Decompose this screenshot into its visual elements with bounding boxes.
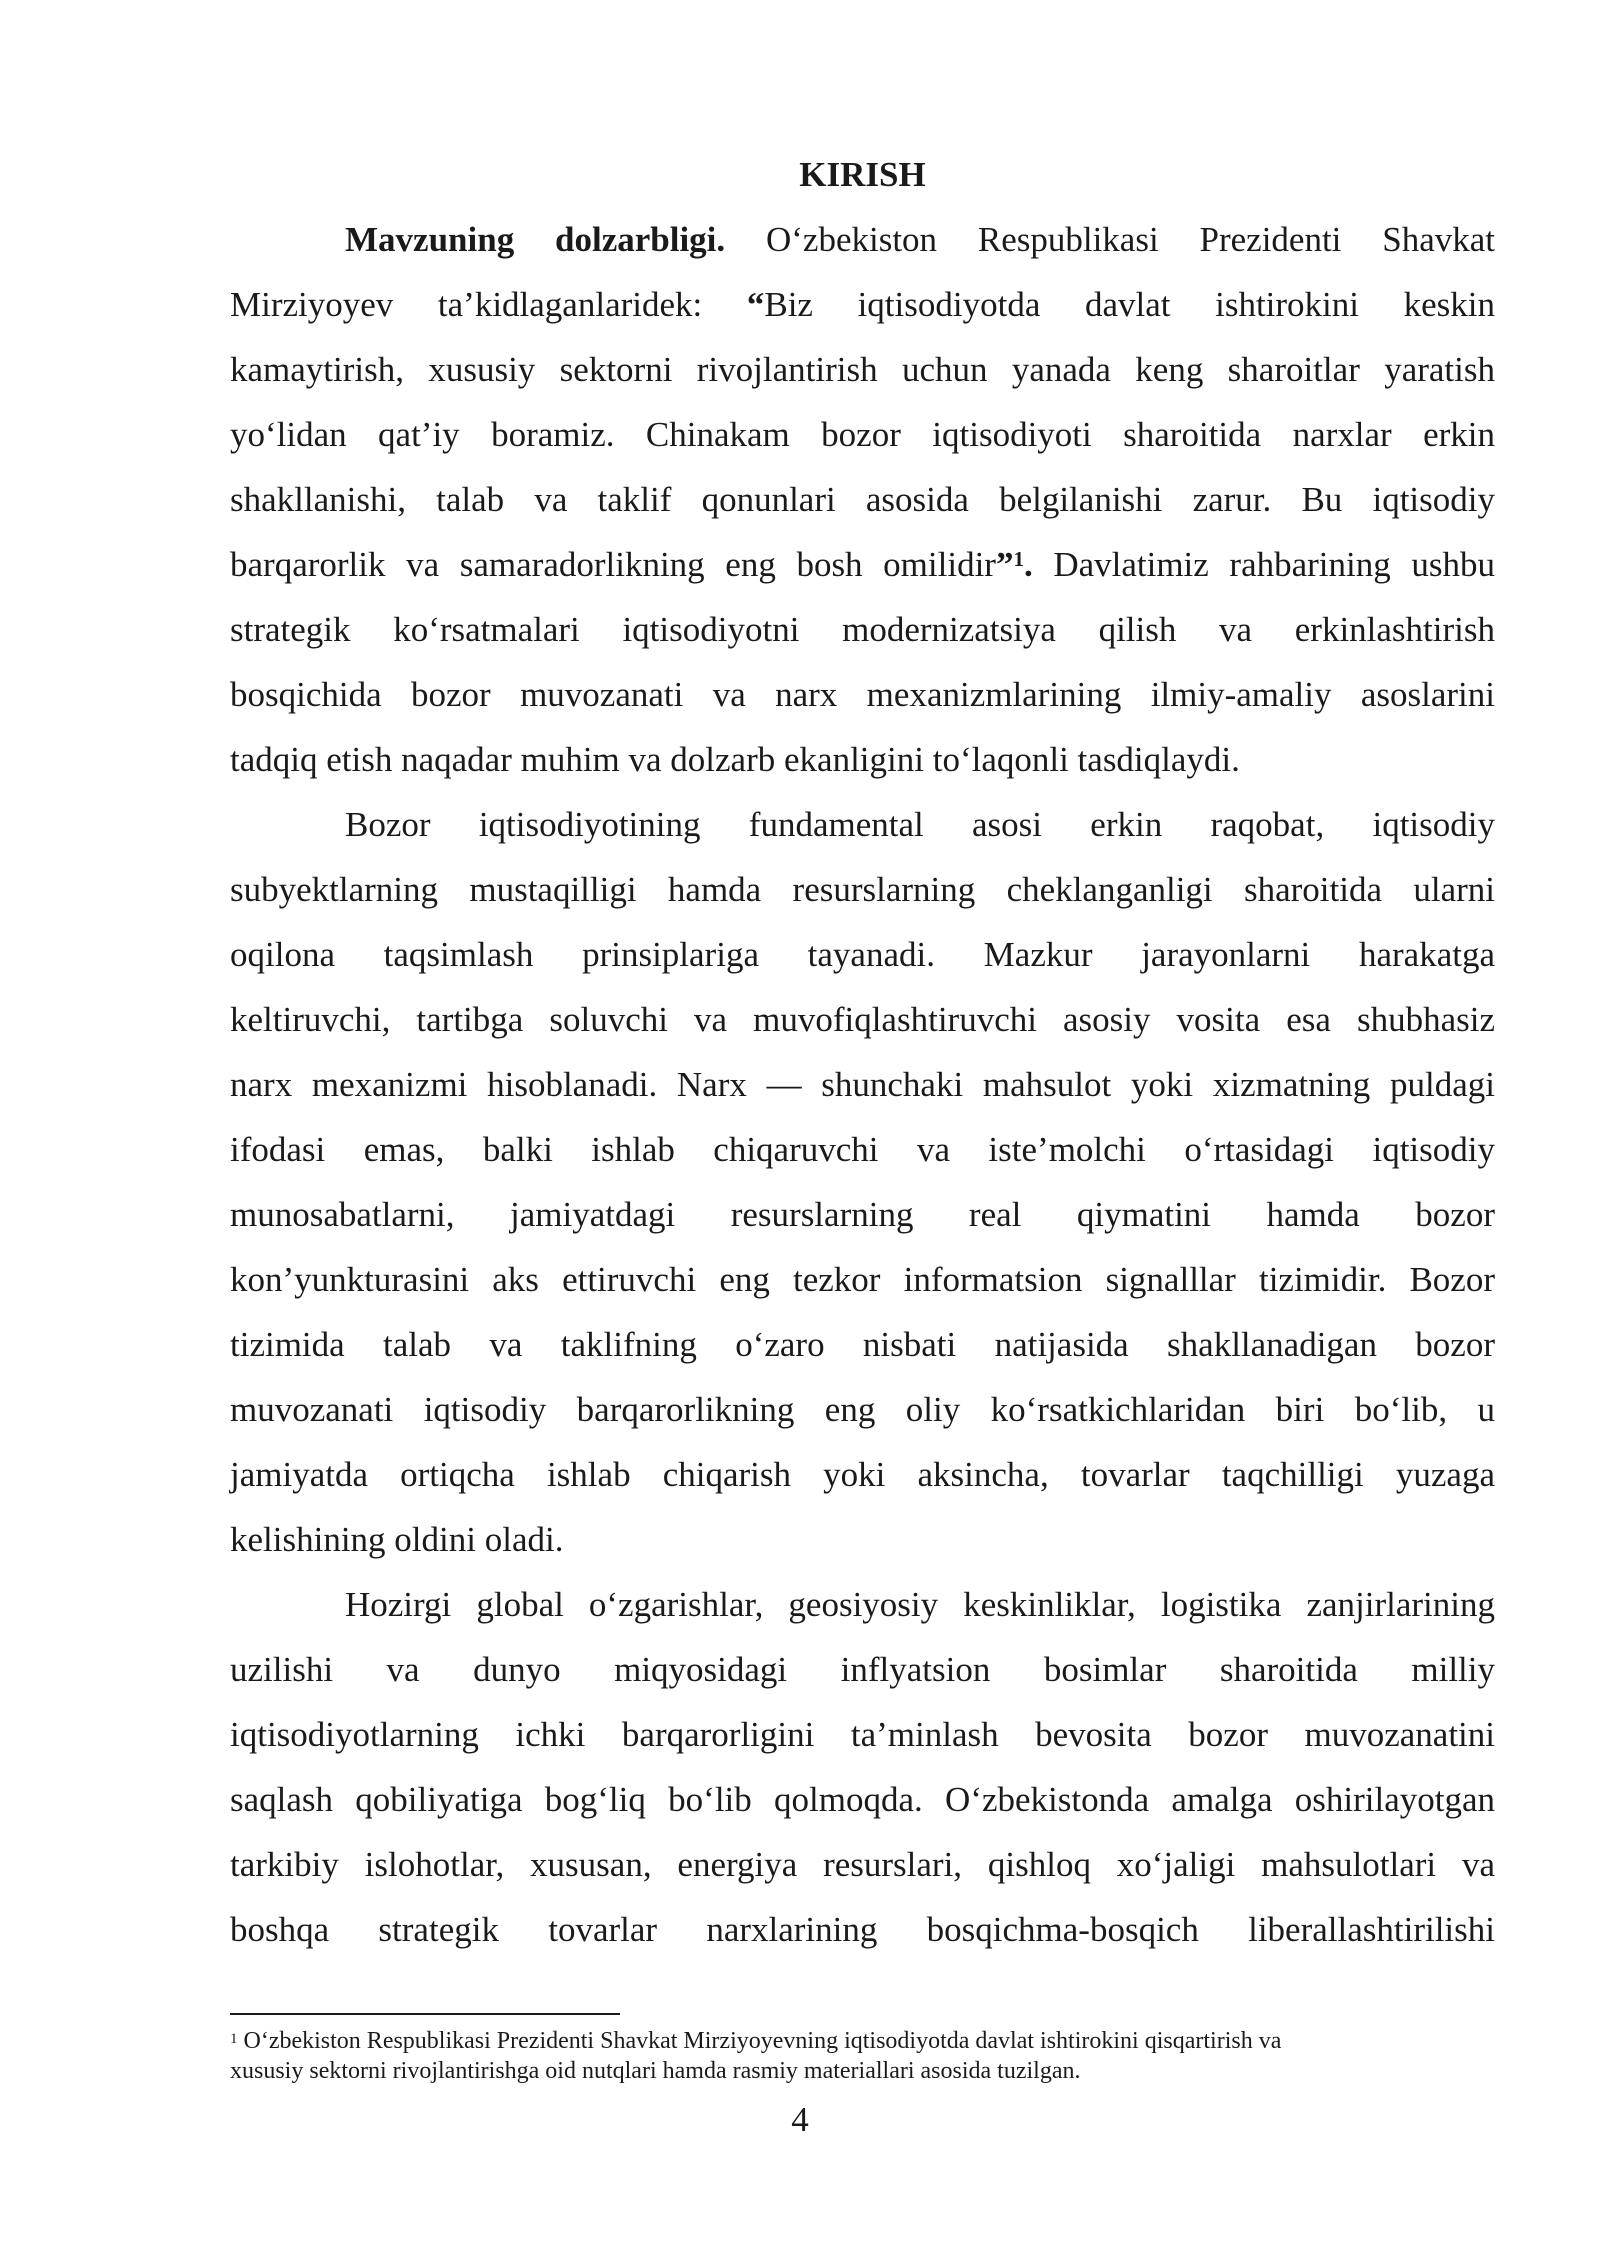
paragraph-2-line-11: jamiyatda ortiqcha ishlab chiqarish yoki aksincha, tovarlar taqchilligi yuzaga bbox=[230, 1455, 1495, 1494]
paragraph-2-line-12: kelishining oldini oladi. bbox=[230, 1520, 564, 1559]
paragraph-1-line-8: bosqichida bozor muvozanati va narx mexanizmlarining ilmiy-amaliy asoslarini bbox=[230, 675, 1495, 714]
paragraph-3-line-1: Hozirgi global o‘zgarishlar, geosiyosiy keskinliklar, logistika zanjirlarining bbox=[345, 1585, 1495, 1624]
section-title: KIRISH bbox=[799, 155, 926, 194]
paragraph-2-line-4: keltiruvchi, tartibga soluvchi va muvofiqlashtiruvchi asosiy vosita esa shubhasiz bbox=[230, 1000, 1495, 1039]
paragraph-2-line-10: muvozanati iqtisodiy barqarorlikning eng oliy ko‘rsatkichlaridan biri bo‘lib, u bbox=[230, 1390, 1495, 1429]
lead-heading: Mavzuning dolzarbligi. bbox=[345, 220, 726, 259]
footnote-line-2: xususiy sektorni rivojlantirishga oid nutqlari hamda rasmiy materiallari asosida tuzilgan. bbox=[230, 2058, 1081, 2084]
paragraph-2-line-7: munosabatlarni, jamiyatdagi resurslarning real qiymatini hamda bozor bbox=[230, 1195, 1495, 1234]
close-quote: ” bbox=[995, 545, 1014, 584]
paragraph-3-line-3: iqtisodiyotlarning ichki barqarorligini ta’minlash bevosita bozor muvozanatini bbox=[230, 1715, 1495, 1754]
paragraph-2-line-3: oqilona taqsimlash prinsiplariga tayanadi. Mazkur jarayonlarni harakatga bbox=[230, 935, 1495, 974]
text-run: Biz iqtisodiyotda davlat ishtirokini keskin bbox=[764, 285, 1495, 324]
paragraph-2-line-9: tizimida talab va taklifning o‘zaro nisbati natijasida shakllanadigan bozor bbox=[230, 1325, 1495, 1364]
paragraph-2-line-8: kon’yunkturasini aks ettiruvchi eng tezkor informatsion signalllar tizimidir. Bozor bbox=[230, 1260, 1495, 1299]
paragraph-1-line-6 bbox=[230, 540, 1495, 590]
text-run: . bbox=[1023, 545, 1033, 584]
paragraph-1-line-4: yo‘lidan qat’iy boramiz. Chinakam bozor iqtisodiyoti sharoitida narxlar erkin bbox=[230, 415, 1495, 454]
paragraph-3-line-6: boshqa strategik tovarlar narxlarining bosqichma-bosqich liberallashtirilishi bbox=[230, 1910, 1495, 1949]
paragraph-2-line-2: subyektlarning mustaqilligi hamda resurslarning cheklanganligi sharoitida ularni bbox=[230, 870, 1495, 909]
footnote-line-1 bbox=[230, 2026, 1495, 2056]
paragraph-1-line-9: tadqiq etish naqadar muhim va dolzarb ekanligini to‘laqonli tasdiqlaydi. bbox=[230, 740, 1240, 779]
footnote-marker: 1 bbox=[230, 2031, 238, 2047]
paragraph-3-line-5: tarkibiy islohotlar, xususan, energiya resurslari, qishloq xo‘jaligi mahsulotlari va bbox=[230, 1845, 1495, 1884]
paragraph-1-line-1 bbox=[345, 215, 1495, 265]
paragraph-3-line-4: saqlash qobiliyatiga bog‘liq bo‘lib qolmoqda. O‘zbekistonda amalga oshirilayotgan bbox=[230, 1780, 1495, 1819]
paragraph-1-line-3: kamaytirish, xususiy sektorni rivojlantirish uchun yanada keng sharoitlar yaratish bbox=[230, 350, 1495, 389]
text-run: Mirziyoyev ta’kidlaganlaridek: bbox=[230, 285, 747, 324]
text-run: Davlatimiz rahbarining ushbu bbox=[1032, 545, 1495, 584]
footnote-reference[interactable]: 1 bbox=[1013, 547, 1024, 571]
text-run: O‘zbekiston Respublikasi Prezidenti Shavkat bbox=[725, 220, 1495, 259]
paragraph-3-line-2: uzilishi va dunyo miqyosidagi inflyatsion bosimlar sharoitida milliy bbox=[230, 1650, 1495, 1689]
open-quote: “ bbox=[746, 285, 765, 324]
text-run: barqarorlik va samaradorlikning eng bosh omilidir bbox=[230, 545, 996, 584]
paragraph-1-line-2 bbox=[230, 280, 1495, 330]
text-run: O‘zbekiston Respublikasi Prezidenti Shavkat Mirziyoyevning iqtisodiyotda davlat ishtirokini qisqartirish va bbox=[237, 2028, 1282, 2054]
page-number: 4 bbox=[791, 2100, 809, 2139]
paragraph-2-line-1: Bozor iqtisodiyotining fundamental asosi erkin raqobat, iqtisodiy bbox=[345, 805, 1495, 844]
paragraph-1-line-7: strategik ko‘rsatmalari iqtisodiyotni modernizatsiya qilish va erkinlashtirish bbox=[230, 610, 1495, 649]
paragraph-2-line-6: ifodasi emas, balki ishlab chiqaruvchi va iste’molchi o‘rtasidagi iqtisodiy bbox=[230, 1130, 1495, 1169]
paragraph-1-line-5: shakllanishi, talab va taklif qonunlari asosida belgilanishi zarur. Bu iqtisodiy bbox=[230, 480, 1495, 519]
paragraph-2-line-5: narx mexanizmi hisoblanadi. Narx — shunchaki mahsulot yoki xizmatning puldagi bbox=[230, 1065, 1495, 1104]
footnote-separator bbox=[230, 2013, 620, 2015]
